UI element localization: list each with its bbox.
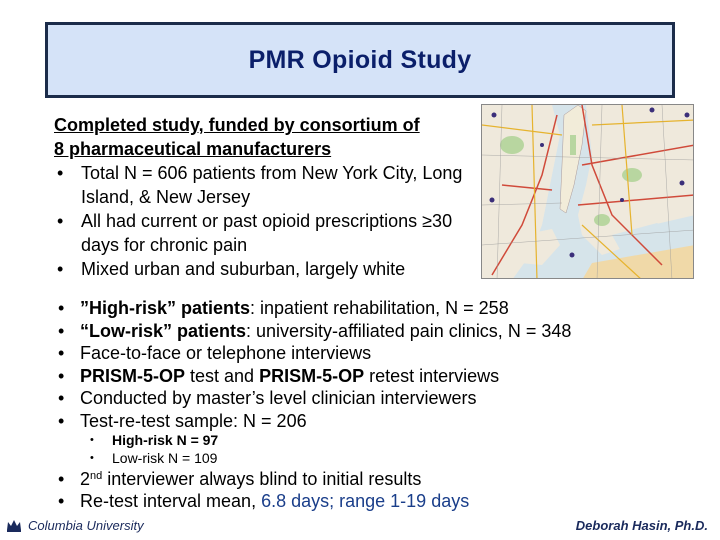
intro-bullet-list [54,161,474,281]
bullet-bold-text: PRISM-5-OP [80,365,186,386]
main-bullet [58,320,708,343]
map-icon [482,105,694,279]
bottom-bullet [58,490,708,512]
intro-heading-line2: 8 pharmaceutical manufacturers [54,139,332,159]
bullet-text: retest interviews [364,365,500,386]
footer-institution [6,518,144,533]
intro-bullet: • Mixed urban and suburban, largely white [54,257,474,281]
ordinal-number: 2 [80,469,91,489]
sub-bullet [90,431,218,449]
bullet-bold-text: ”High-risk” patients [80,298,251,318]
intro-bullet: • Total N = 606 patients from New York City, Long Island, & New Jersey [54,161,474,209]
bullet-text: Conducted by master’s level clinician interviewers [80,388,477,408]
main-bullet-list [58,297,708,432]
bullet-text: test and [185,365,260,386]
sub-bullet: • Low-risk N = 109 [90,449,218,467]
intro-heading-line1: Completed study, funded by consortium of [54,115,420,135]
sub-bullet-list [90,431,218,467]
sub-bullet-bold-text: High-risk N = 97 [112,432,219,448]
main-bullet [58,387,708,410]
slide-title: PMR Opioid Study [248,45,472,74]
bullet-text: Re-test interval mean, [80,491,262,511]
bullet-text: interviewer always blind to initial results [102,469,422,489]
main-bullet [58,410,708,433]
bottom-bullet-list [58,468,708,512]
ordinal-suffix: nd [90,470,103,482]
main-bullet [58,365,708,388]
institution-name: Columbia University [28,518,144,533]
main-bullet [58,297,708,320]
nyc-map-image [481,104,694,279]
main-bullet [58,342,708,365]
footer-author: Deborah Hasin, Ph.D. [575,518,708,533]
bottom-bullet [58,468,708,490]
bullet-bold-text: PRISM-5-OP [259,365,365,386]
bullet-text: : inpatient rehabilitation, N = 258 [250,298,509,318]
bullet-text: : university-affiliated pain clinics, N = 348 [246,320,572,341]
intro-section [54,113,474,281]
bullet-text: Face-to-face or telephone interviews [80,343,372,363]
highlight-text: 6.8 days; range 1-19 days [261,491,470,511]
columbia-crown-icon [6,519,22,532]
title-box [45,22,675,98]
bullet-text: Test-re-test sample: N = 206 [80,410,307,431]
intro-heading [54,113,474,161]
bullet-bold-text: “Low-risk” patients [80,320,247,341]
intro-bullet: • All had current or past opioid prescriptions ≥30 days for chronic pain [54,209,474,257]
